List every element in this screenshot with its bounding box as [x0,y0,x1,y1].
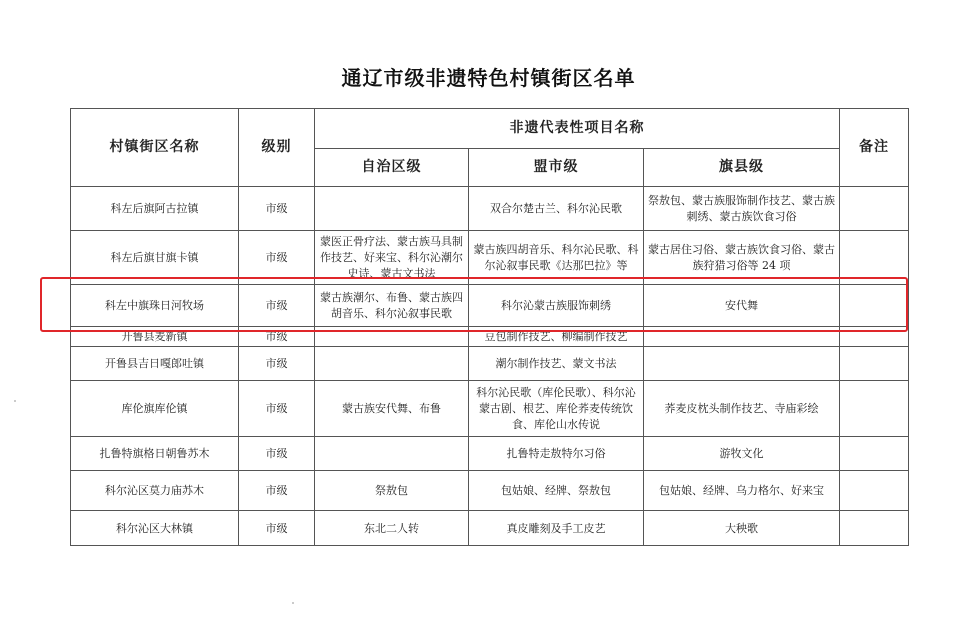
cell-level: 市级 [239,327,315,347]
header-level: 级别 [239,109,315,187]
cell-region: 祭敖包 [315,471,469,511]
cell-banner: 游牧文化 [644,437,840,471]
cell-name: 科左中旗珠日河牧场 [71,285,239,327]
header-remarks: 备注 [840,109,909,187]
cell-league: 蒙古族四胡音乐、科尔沁民歌、科尔沁叙事民歌《达那巴拉》等 [469,231,644,285]
cell-region: 蒙古族潮尔、布鲁、蒙古族四胡音乐、科尔沁叙事民歌 [315,285,469,327]
cell-level: 市级 [239,471,315,511]
cell-region [315,327,469,347]
table-row [71,437,909,471]
header-projects: 非遗代表性项目名称 [315,109,840,149]
scan-speck [292,602,294,604]
cell-remarks [840,471,909,511]
cell-league: 真皮雕刻及手工皮艺 [469,511,644,546]
cell-level: 市级 [239,285,315,327]
cell-name: 开鲁县麦新镇 [71,327,239,347]
cell-banner [644,327,840,347]
cell-league: 科尔沁蒙古族服饰刺绣 [469,285,644,327]
cell-league: 豆包制作技艺、柳编制作技艺 [469,327,644,347]
cell-remarks [840,381,909,437]
cell-league: 包姑娘、经牌、祭敖包 [469,471,644,511]
document-title: 通辽市级非遗特色村镇街区名单 [341,66,636,90]
cell-banner: 荞麦皮枕头制作技艺、寺庙彩绘 [644,381,840,437]
table-row [71,347,909,381]
table-row [71,285,909,327]
cell-region [315,347,469,381]
cell-region: 蒙医正骨疗法、蒙古族马具制作技艺、好来宝、科尔沁潮尔史诗、蒙古文书法 [315,231,469,285]
cell-league: 潮尔制作技艺、蒙文书法 [469,347,644,381]
header-banner: 旗县级 [644,149,840,187]
cell-level: 市级 [239,231,315,285]
cell-level: 市级 [239,381,315,437]
cell-name: 科左后旗甘旗卡镇 [71,231,239,285]
header-name: 村镇街区名称 [71,109,239,187]
cell-name: 扎鲁特旗格日朝鲁苏木 [71,437,239,471]
cell-remarks [840,285,909,327]
cell-name: 科左后旗阿古拉镇 [71,187,239,231]
cell-banner: 安代舞 [644,285,840,327]
cell-region: 蒙古族安代舞、布鲁 [315,381,469,437]
cell-banner [644,347,840,381]
header-league: 盟市级 [469,149,644,187]
table-row [71,231,909,285]
village-list-table [70,108,909,546]
cell-level: 市级 [239,511,315,546]
cell-remarks [840,437,909,471]
table-row [71,381,909,437]
table-row [71,187,909,231]
cell-remarks [840,187,909,231]
cell-region [315,437,469,471]
cell-level: 市级 [239,187,315,231]
table-row [71,471,909,511]
cell-region [315,187,469,231]
cell-name: 科尔沁区莫力庙苏木 [71,471,239,511]
cell-league: 科尔沁民歌（库伦民歌）、科尔沁蒙古剧、根艺、库伦荞麦传统饮食、库伦山水传说 [469,381,644,437]
cell-level: 市级 [239,347,315,381]
cell-region: 东北二人转 [315,511,469,546]
cell-remarks [840,347,909,381]
table-row [71,511,909,546]
cell-name: 库伦旗库伦镇 [71,381,239,437]
cell-league: 扎鲁特走敖特尔习俗 [469,437,644,471]
header-region: 自治区级 [315,149,469,187]
cell-banner: 大秧歌 [644,511,840,546]
cell-name: 开鲁县吉日嘎郎吐镇 [71,347,239,381]
cell-banner: 蒙古居住习俗、蒙古族饮食习俗、蒙古族狩猎习俗等 24 项 [644,231,840,285]
cell-remarks [840,231,909,285]
cell-remarks [840,327,909,347]
cell-level: 市级 [239,437,315,471]
cell-remarks [840,511,909,546]
cell-league: 双合尔楚古兰、科尔沁民歌 [469,187,644,231]
table-row [71,327,909,347]
scan-speck [14,400,16,402]
cell-banner: 祭敖包、蒙古族服饰制作技艺、蒙古族刺绣、蒙古族饮食习俗 [644,187,840,231]
cell-name: 科尔沁区大林镇 [71,511,239,546]
cell-banner: 包姑娘、经牌、乌力格尔、好来宝 [644,471,840,511]
